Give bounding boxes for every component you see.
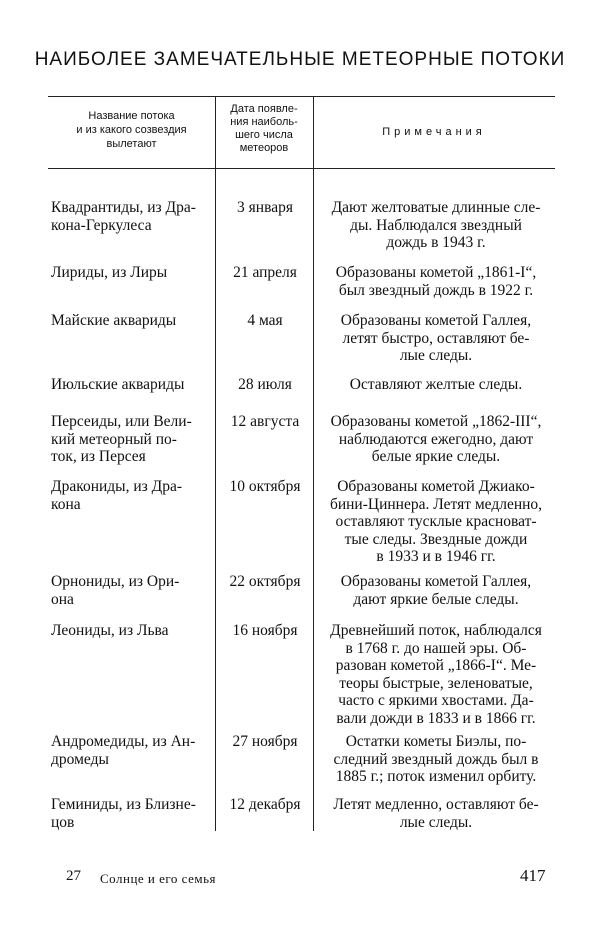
- table-row-name: Персеиды, или Вели- кий метеорный по- ток, из Персея: [51, 413, 192, 465]
- table-row-name: Дракониды, из Дра- кона: [51, 478, 182, 513]
- table-row-name: Орнониды, из Ори- она: [51, 573, 180, 608]
- table-row-date: 22 октября: [229, 573, 301, 590]
- table-row-notes: Остатки кометы Биэлы, по- следний звездный дождь был в 1885 г.; поток изменил орбиту.: [333, 733, 539, 785]
- table-row-notes: Образованы кометой „1861-I“, был звездный дождь в 1922 г.: [335, 264, 537, 299]
- table-row-date: 4 мая: [247, 312, 283, 329]
- table-row-notes: Древнейший поток, наблюдался в 1768 г. до нашей эры. Об- разован кометой „1866-I“. Ме- теоры быстрые, зеленоватые, часто с яркими хвостами. Да- вали дожди в 1833 и в 1866 гг.: [330, 622, 542, 727]
- table-row-date: 21 апреля: [233, 264, 297, 281]
- table-row-notes: Образованы кометой „1862-III“, наблюдаются ежегодно, дают белые яркие следы.: [330, 413, 542, 465]
- table-row-notes: Дают желтоватые длинные сле- ды. Наблюдался звездный дождь в 1943 г.: [331, 199, 541, 251]
- table-row-name: Леониды, из Льва: [51, 622, 169, 639]
- header-date: Дата появле- ния наиболь- шего числа метеоров: [230, 103, 298, 154]
- table-row-date: 10 октября: [229, 478, 301, 495]
- header-notes: Примечания: [382, 126, 486, 138]
- table-row-name: Квадрантиды, из Дра- кона-Геркулеса: [51, 199, 196, 234]
- table-row-name: Геминиды, из Близне- цов: [51, 796, 196, 831]
- table-row-date: 28 июля: [238, 376, 292, 393]
- column-divider-1: [215, 96, 216, 831]
- table-row-notes: Летят медленно, оставляют бе- лые следы.: [333, 796, 539, 831]
- table-row-date: 12 августа: [230, 413, 300, 430]
- table-header-rule: [48, 168, 555, 169]
- page-number: 417: [520, 866, 546, 885]
- header-name: Название потока и из какого созвездия вылетают: [76, 110, 187, 150]
- table-row-notes: Образованы кометой Галлея, дают яркие белые следы.: [340, 573, 532, 608]
- column-divider-2: [313, 96, 314, 831]
- table-row-notes: Оставляют желтые следы.: [349, 376, 523, 393]
- table-row-date: 3 января: [237, 199, 293, 216]
- table-row-name: Андромедиды, из Ан- дромеды: [51, 733, 196, 768]
- signature-text: Солнце и его семья: [100, 871, 216, 886]
- table-top-rule: [48, 96, 555, 97]
- table-row-date: 16 ноября: [232, 622, 298, 639]
- table-row-date: 27 ноября: [232, 733, 298, 750]
- signature-number: 27: [66, 868, 81, 884]
- page-title: НАИБОЛЕЕ ЗАМЕЧАТЕЛЬНЫЕ МЕТЕОРНЫЕ ПОТОКИ: [34, 49, 566, 70]
- table-row-notes: Образованы кометой Джиако- бини-Циннера. Летят медленно, оставляют тусклые красноват- тые следы. Звездные дожди в 1933 и в 1946 гг.: [329, 478, 543, 565]
- table-row-name: Лириды, из Лиры: [51, 264, 168, 281]
- table-row-notes: Образованы кометой Галлея, летят быстро, оставляют бе- лые следы.: [340, 312, 532, 364]
- table-row-name: Майские аквариды: [51, 312, 177, 329]
- table-row-name: Июльские аквариды: [51, 376, 185, 393]
- table-row-date: 12 декабря: [229, 796, 301, 813]
